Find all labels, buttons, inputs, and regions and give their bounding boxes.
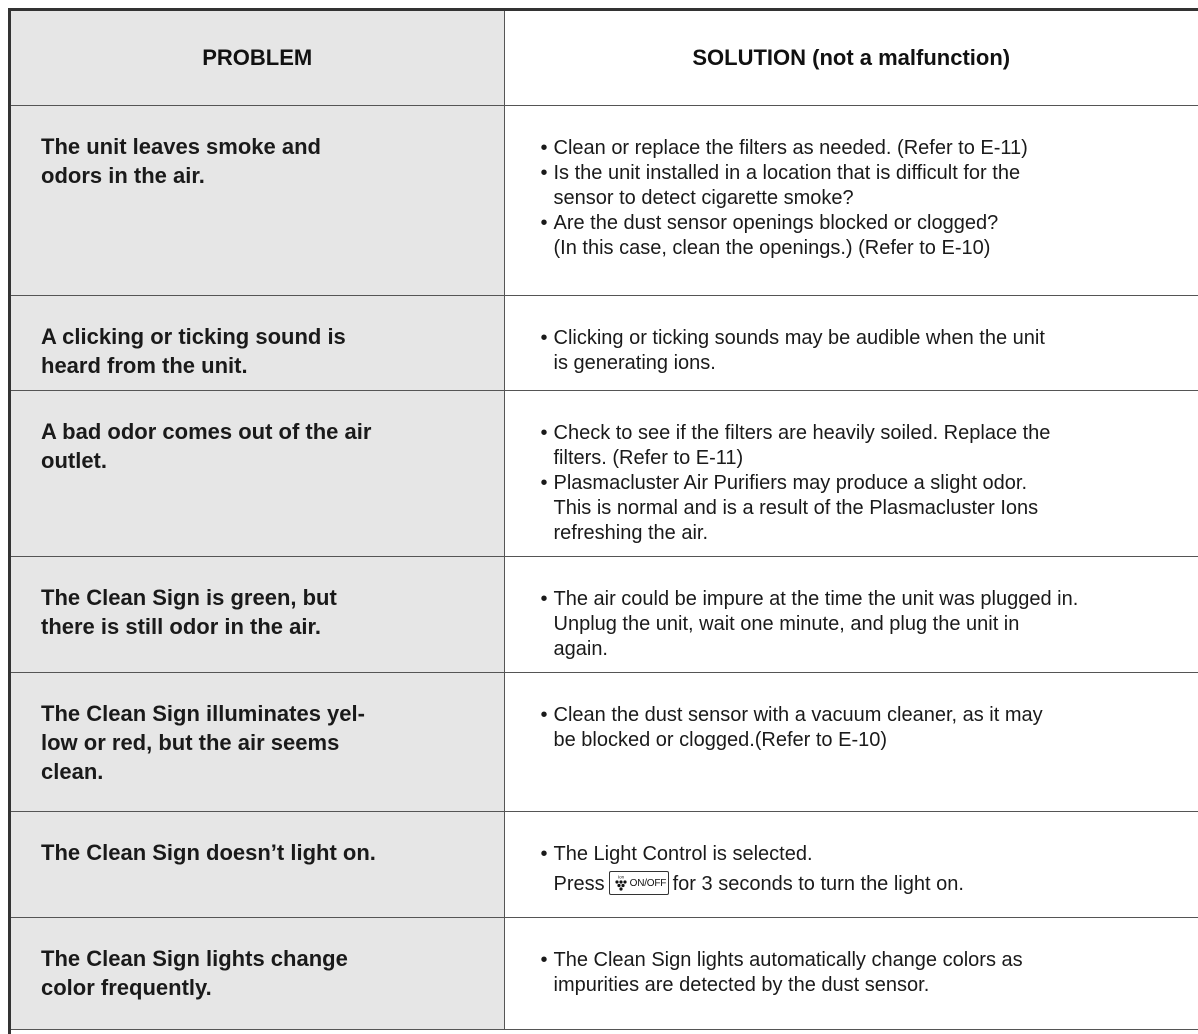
solution-list	[541, 842, 1175, 901]
table-row	[11, 296, 1198, 391]
solution-list	[541, 421, 1175, 546]
solution-cell	[504, 812, 1198, 918]
solution-cell	[504, 391, 1198, 557]
problem-cell	[11, 557, 504, 673]
solution-item	[541, 136, 1175, 161]
bullet: •	[540, 949, 548, 971]
solution-list	[541, 948, 1175, 998]
solution-list	[541, 703, 1175, 753]
table-row	[11, 812, 1198, 918]
solution-list	[541, 136, 1175, 261]
problem-line: low or red, but the air seems	[41, 730, 340, 755]
problem-line: clean.	[41, 759, 104, 784]
press-text: Press	[553, 873, 605, 895]
solution-line: sensor to detect cigarette smoke?	[553, 187, 854, 209]
bullet: •	[540, 162, 548, 184]
header-solution: SOLUTION (not a malfunction)	[504, 11, 1198, 106]
solution-line: Clean the dust sensor with a vacuum cleaner, as it may	[553, 704, 1043, 726]
solution-item	[541, 211, 1175, 261]
problem-cell	[11, 918, 504, 1030]
solution-line: Clean or replace the filters as needed. (Refer to E-11)	[553, 137, 1028, 159]
button-label: ON/OFF	[629, 878, 667, 890]
troubleshooting-table-frame	[8, 8, 1198, 1034]
problem-line: A clicking or ticking sound is	[41, 324, 346, 349]
solution-line: is generating ions.	[553, 352, 716, 374]
problem-line: there is still odor in the air.	[41, 614, 321, 639]
table-row	[11, 391, 1198, 557]
table-row	[11, 918, 1198, 1030]
solution-item	[541, 326, 1175, 376]
solution-cell	[504, 296, 1198, 391]
solution-line: Check to see if the filters are heavily soiled. Replace the	[553, 422, 1051, 444]
solution-list	[541, 587, 1175, 662]
solution-line: Is the unit installed in a location that is difficult for the	[553, 162, 1021, 184]
problem-cell	[11, 673, 504, 812]
problem-line: odors in the air.	[41, 163, 205, 188]
problem-line: The Clean Sign lights change	[41, 946, 348, 971]
solution-line: This is normal and is a result of the Plasmacluster Ions	[553, 497, 1039, 519]
solution-cell	[504, 557, 1198, 673]
problem-line: The unit leaves smoke and	[41, 134, 321, 159]
solution-line: The Light Control is selected.	[553, 843, 813, 865]
problem-line: The Clean Sign is green, but	[41, 585, 337, 610]
problem-line: heard from the unit.	[41, 353, 248, 378]
problem-line: The Clean Sign doesn’t light on.	[41, 840, 376, 865]
solution-item	[541, 587, 1175, 662]
solution-cell	[504, 673, 1198, 812]
header-problem: PROBLEM	[11, 11, 504, 106]
solution-line: be blocked or clogged.(Refer to E-10)	[553, 729, 888, 751]
solution-item	[541, 842, 1175, 901]
problem-line: outlet.	[41, 448, 107, 473]
solution-item	[541, 703, 1175, 753]
solution-item	[541, 161, 1175, 211]
problem-cell	[11, 812, 504, 918]
solution-line: refreshing the air.	[553, 522, 709, 544]
bullet: •	[540, 327, 548, 349]
solution-line: The air could be impure at the time the unit was plugged in.	[553, 588, 1079, 610]
solution-line: (In this case, clean the openings.) (Refer to E-10)	[553, 237, 991, 259]
problem-line: The Clean Sign illuminates yel-	[41, 701, 365, 726]
solution-line: Unplug the unit, wait one minute, and plug the unit in	[553, 613, 1020, 635]
solution-item	[541, 948, 1175, 998]
table-row	[11, 557, 1198, 673]
bullet: •	[540, 212, 548, 234]
solution-cell	[504, 106, 1198, 296]
ion-onoff-button-icon	[609, 871, 669, 895]
solution-line: The Clean Sign lights automatically change colors as	[553, 949, 1023, 971]
solution-cell	[504, 918, 1198, 1030]
problem-line: color frequently.	[41, 975, 212, 1000]
solution-line: Clicking or ticking sounds may be audible when the unit	[553, 327, 1045, 349]
problem-line: A bad odor comes out of the air	[41, 419, 372, 444]
solution-line: again.	[553, 638, 608, 660]
solution-line: impurities are detected by the dust sensor.	[553, 974, 930, 996]
bullet: •	[540, 588, 548, 610]
solution-item	[541, 471, 1175, 546]
bullet: •	[540, 704, 548, 726]
solution-line: filters. (Refer to E-11)	[553, 447, 744, 469]
ion-icon	[613, 874, 629, 892]
press-text: for 3 seconds to turn the light on.	[672, 873, 964, 895]
solution-list	[541, 326, 1175, 376]
table-row	[11, 106, 1198, 296]
solution-item	[541, 421, 1175, 471]
problem-cell	[11, 391, 504, 557]
bullet: •	[540, 422, 548, 444]
bullet: •	[540, 843, 548, 865]
ion-icon-text: Ion	[617, 874, 624, 880]
bullet: •	[540, 472, 548, 494]
solution-line: Are the dust sensor openings blocked or clogged?	[553, 212, 999, 234]
table-row	[11, 673, 1198, 812]
solution-line: Plasmacluster Air Purifiers may produce a slight odor.	[553, 472, 1028, 494]
troubleshooting-table	[11, 11, 1198, 1030]
problem-cell	[11, 296, 504, 391]
press-instruction	[554, 867, 964, 901]
problem-cell	[11, 106, 504, 296]
table-header-row	[11, 11, 1198, 106]
bullet: •	[540, 137, 548, 159]
